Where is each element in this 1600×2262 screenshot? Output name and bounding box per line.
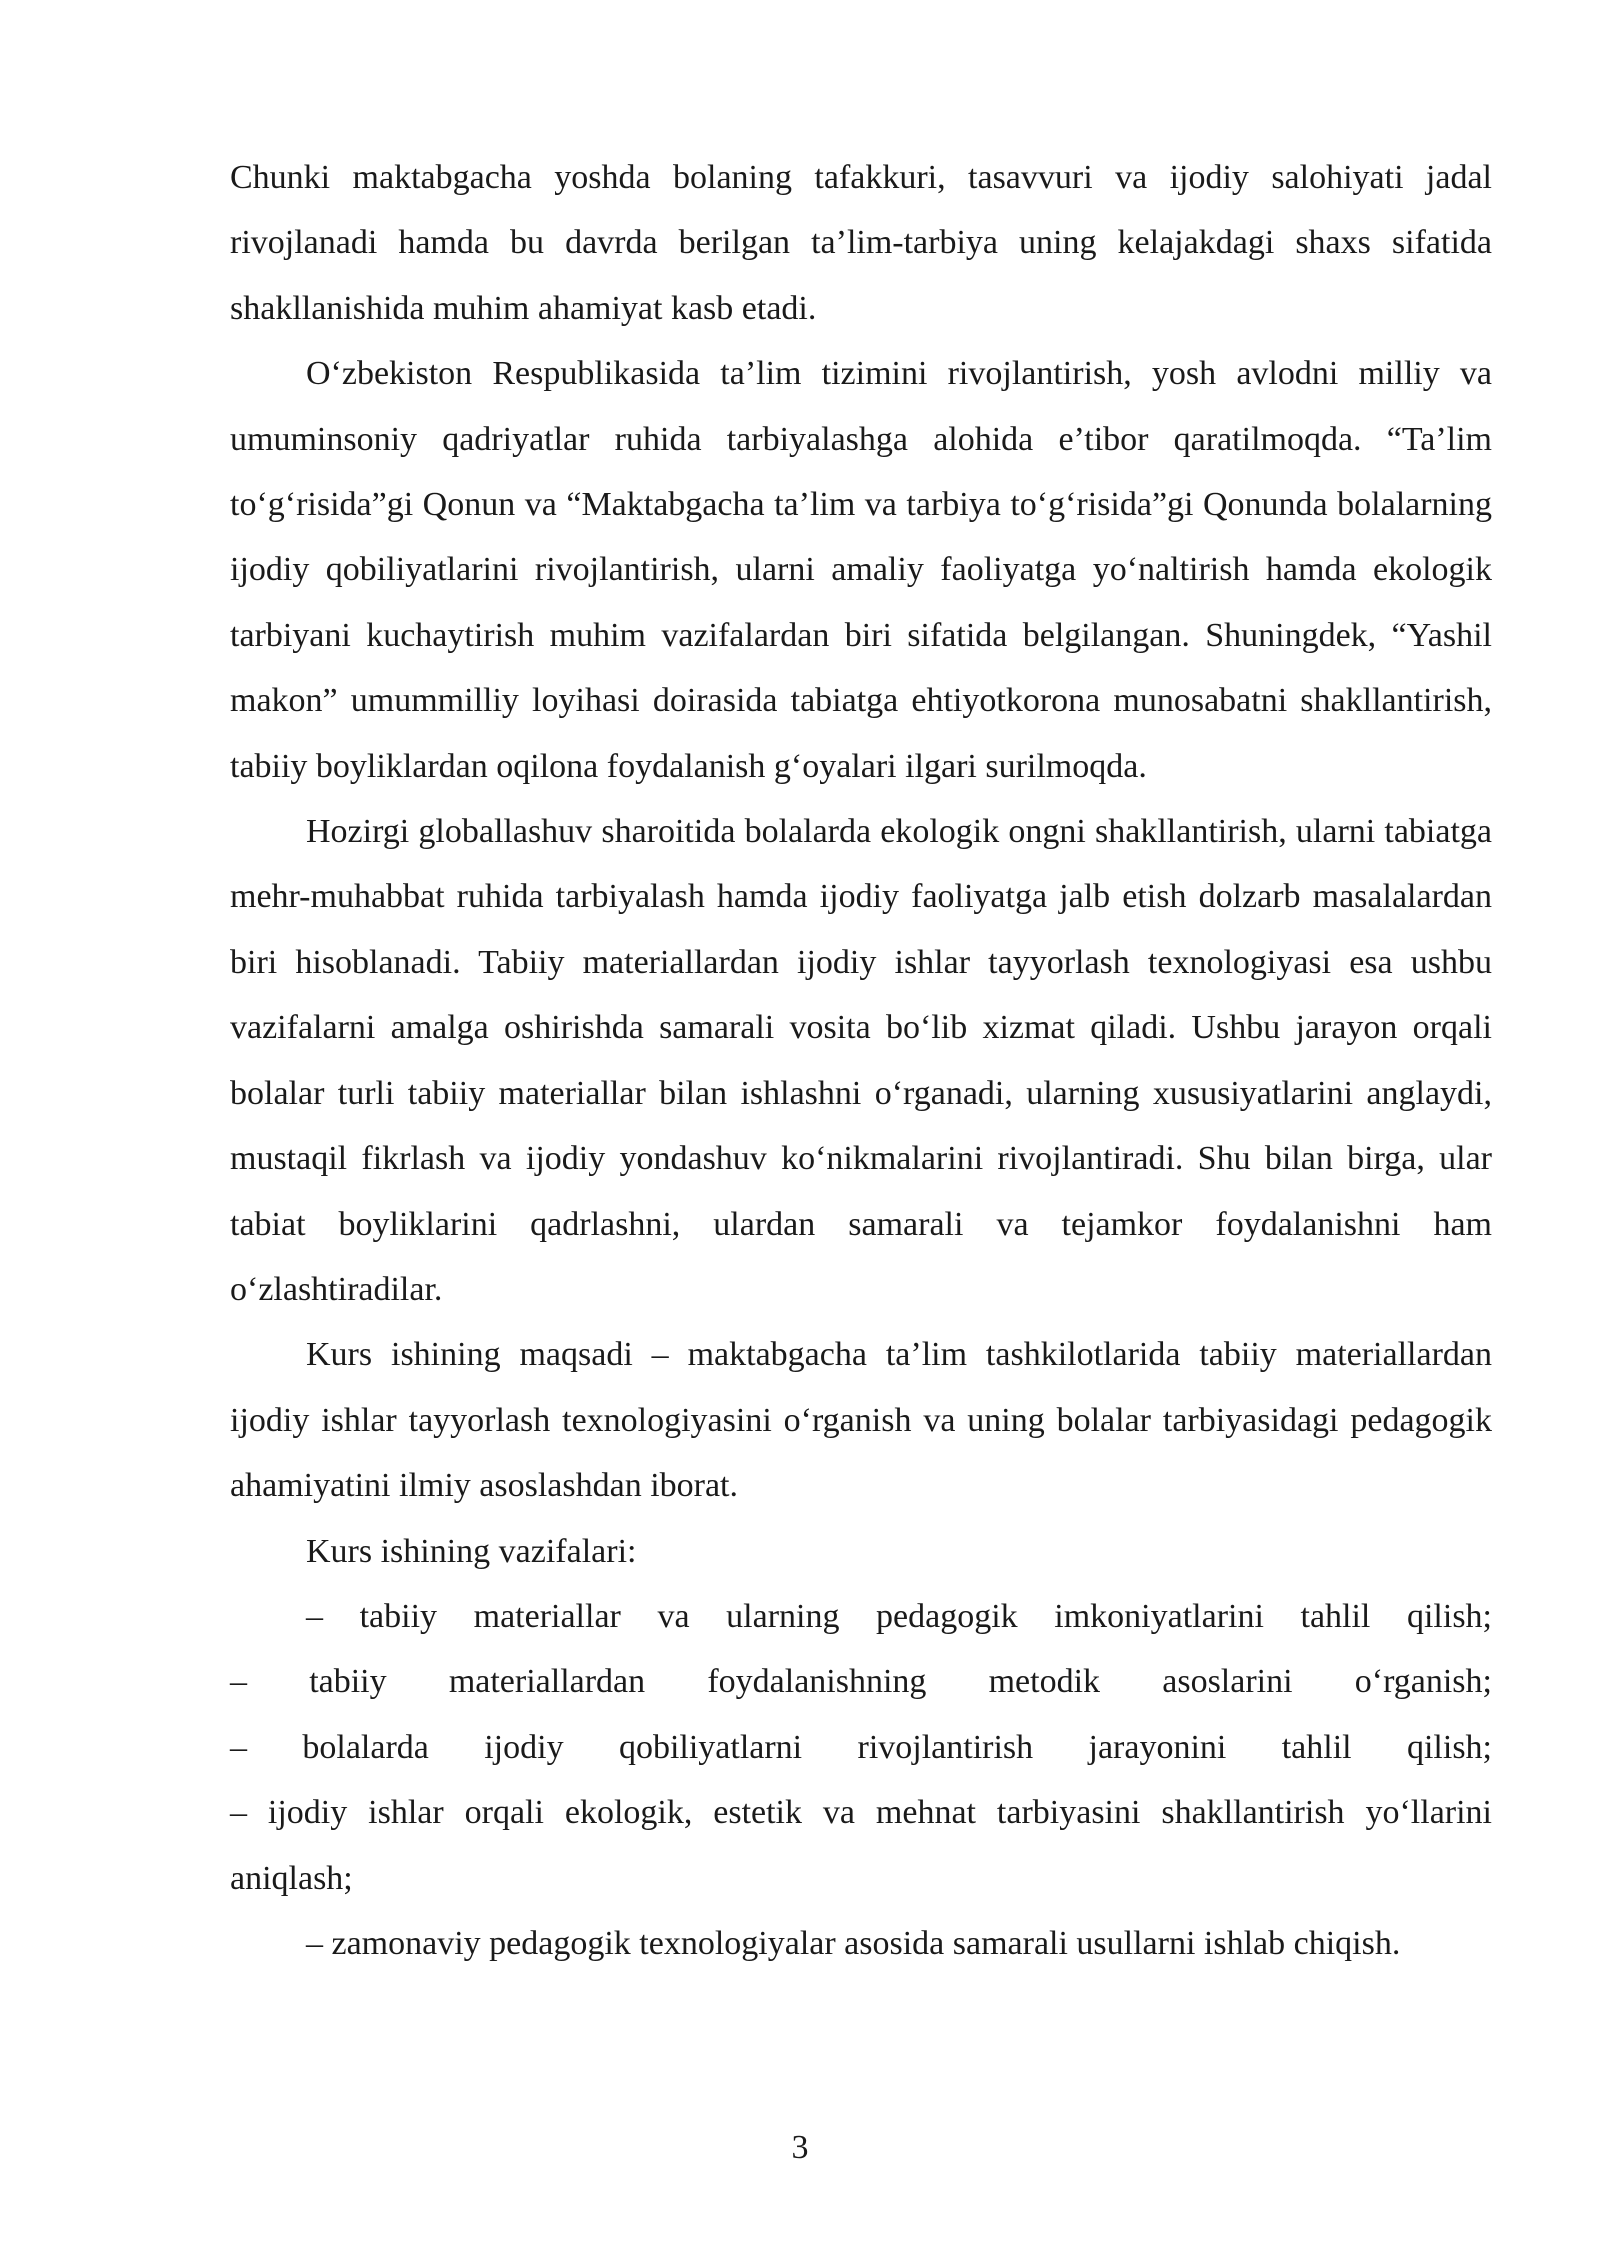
body-paragraph: O‘zbekiston Respublikasida ta’lim tizimini rivojlantirish, yosh avlodni milliy va umuminsoniy qadriyatlar ruhida tarbiyalashga alohida e’tibor qaratilmoqda. “Ta’lim to‘g‘risida”gi Qonun va “Maktabgacha ta’lim va tarbiya to‘g‘risida”gi Qonunda bolalarning ijodiy qobiliyatlarini rivojlantirish, ularni amaliy faoliyatga yo‘naltirish hamda ekologik tarbiyani kuchaytirish muhim vazifalardan biri sifatida belgilangan. Shuningdek, “Yashil makon” umummilliy loyihasi doirasida tabiatga ehtiyotkorona munosabatni shakllantirish, tabiiy boyliklardan oqilona foydalanish g‘oyalari ilgari surilmoqda.: [230, 355, 1492, 785]
page-number: 3: [791, 2129, 809, 2166]
body-paragraph: Chunki maktabgacha yoshda bolaning tafakkuri, tasavvuri va ijodiy salohiyati jadal rivojlanadi hamda bu davrda berilgan ta’lim-tarbiya uning kelajakdagi shaxs sifatida shakllanishida muhim ahamiyat kasb etadi.: [230, 159, 1492, 327]
tasks-heading: Kurs ishining vazifalari:: [306, 1532, 637, 1570]
task-item: – zamonaviy pedagogik texnologiyalar asosida samarali usullarni ishlab chiqish.: [306, 1924, 1401, 1962]
task-item: – bolalarda ijodiy qobiliyatlarni rivojlantirish jarayonini tahlil qilish;: [230, 1728, 1492, 1766]
task-item: – tabiiy materiallar va ularning pedagogik imkoniyatlarini tahlil qilish;: [306, 1597, 1492, 1635]
body-paragraph: Hozirgi globallashuv sharoitida bolalarda ekologik ongni shakllantirish, ularni tabiatga mehr-muhabbat ruhida tarbiyalash hamda ijodiy faoliyatga jalb etish dolzarb masalalardan biri hisoblanadi. Tabiiy materiallardan ijodiy ishlar tayyorlash texnologiyasi esa ushbu vazifalarni amalga oshirishda samarali vosita bo‘lib xizmat qiladi. Ushbu jarayon orqali bolalar turli tabiiy materiallar bilan ishlashni o‘rganadi, ularning xususiyatlarini anglaydi, mustaqil fikrlash va ijodiy yondashuv ko‘nikmalarini rivojlantiradi. Shu bilan birga, ular tabiat boyliklarini qadrlashni, ulardan samarali va tejamkor foydalanishni ham o‘zlashtiradilar.: [230, 813, 1492, 1308]
task-item: – tabiiy materiallardan foydalanishning metodik asoslarini o‘rganish;: [230, 1663, 1492, 1701]
document-page: [230, 145, 1492, 1976]
purpose-paragraph: Kurs ishining maqsadi – maktabgacha ta’lim tashkilotlarida tabiiy materiallardan ijodiy ishlar tayyorlash texnologiyasini o‘rganish va uning bolalar tarbiyasidagi pedagogik ahamiyatini ilmiy asoslashdan iborat.: [230, 1336, 1492, 1505]
task-item: – ijodiy ishlar orqali ekologik, estetik va mehnat tarbiyasini shakllantirish yo‘llarini aniqlash;: [230, 1794, 1492, 1897]
